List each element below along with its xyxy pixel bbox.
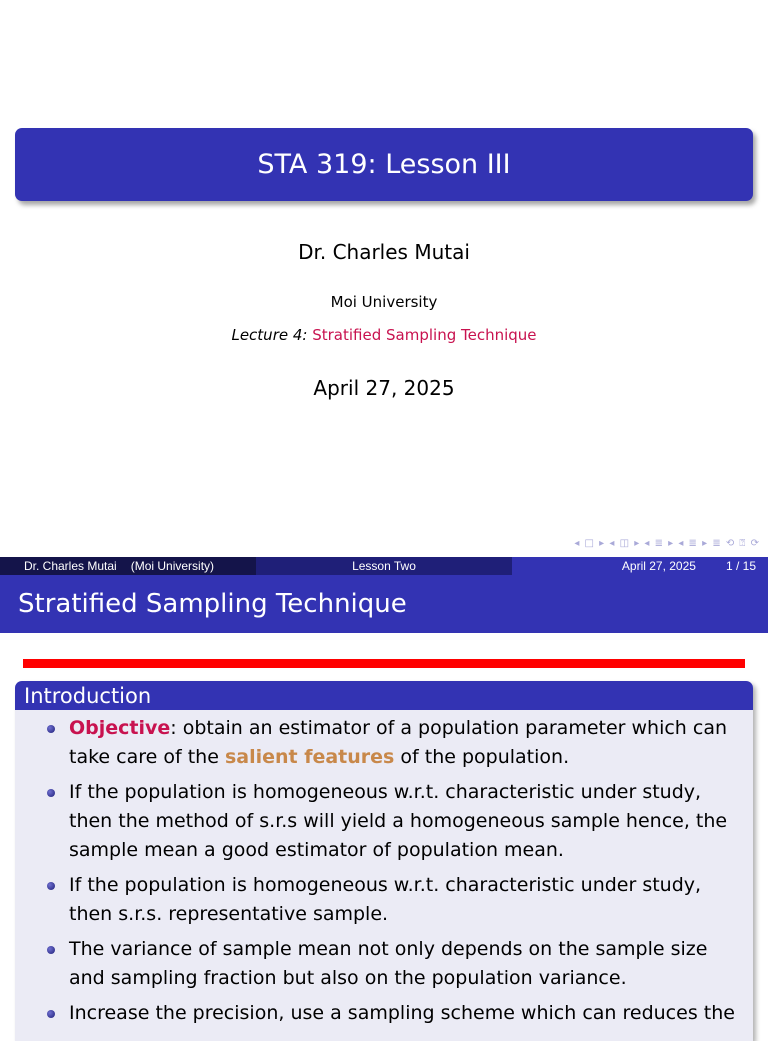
bullet-precision: Increase the precision, use a sampling scheme which can reduces the <box>45 999 737 1028</box>
bullet-text: of the population. <box>394 746 570 768</box>
institute-name: Moi University <box>330 293 438 311</box>
lecture-prefix: Lecture 4: <box>231 326 308 344</box>
presentation-title: STA 319: Lesson III <box>257 149 511 180</box>
footer-author-section <box>0 557 256 575</box>
lecture-line <box>0 326 768 344</box>
bullet-objective <box>45 714 737 772</box>
page-number: 1 / 15 <box>725 559 756 573</box>
bullet-variance: The variance of sample mean not only depends on the sample size and sampling fraction but also on the population variance. <box>45 935 737 993</box>
beamer-navigation-icons[interactable]: ◂ □ ▸ ◂ ◫ ▸ ◂ ≣ ▸ ◂ ≣ ▸ ≣ ⟲ ⍰ ⟳ <box>574 538 760 549</box>
lecture-topic: Stratified Sampling Technique <box>312 326 537 344</box>
block-title-text: Introduction <box>24 683 152 708</box>
author-name: Dr. Charles Mutai <box>298 240 470 264</box>
footer-date: April 27, 2025 <box>621 559 696 573</box>
footer-short-title: Lesson Two <box>352 559 416 573</box>
footer-date-section <box>512 557 768 575</box>
frame-title <box>0 575 768 633</box>
block-body <box>15 710 753 1041</box>
bullet-representative-sample: If the population is homogeneous w.r.t. characteristic under study, then s.r.s. representative sample. <box>45 871 737 929</box>
bullet-homogeneous-srs: If the population is homogeneous w.r.t. characteristic under study, then the method of s.r.s will yield a homogeneous sample hence, the sample mean a good estimator of population mean. <box>45 778 737 865</box>
objective-highlight: Objective <box>69 717 171 739</box>
presentation-date: April 27, 2025 <box>313 376 455 400</box>
bullet-list <box>45 714 737 1028</box>
bullet-text: : obtain an estimator of a population parameter which can take care of the <box>69 717 728 768</box>
introduction-block <box>15 681 753 1041</box>
footer-bar <box>0 557 768 575</box>
footer-institute: (Moi University) <box>130 559 215 573</box>
footer-author: Dr. Charles Mutai <box>24 559 117 573</box>
title-banner <box>15 128 753 201</box>
red-divider <box>23 659 745 668</box>
footer-title-section <box>256 557 512 575</box>
salient-features-highlight: salient features <box>224 746 395 768</box>
frame-title-text: Stratified Sampling Technique <box>18 589 407 619</box>
block-title <box>15 681 753 710</box>
